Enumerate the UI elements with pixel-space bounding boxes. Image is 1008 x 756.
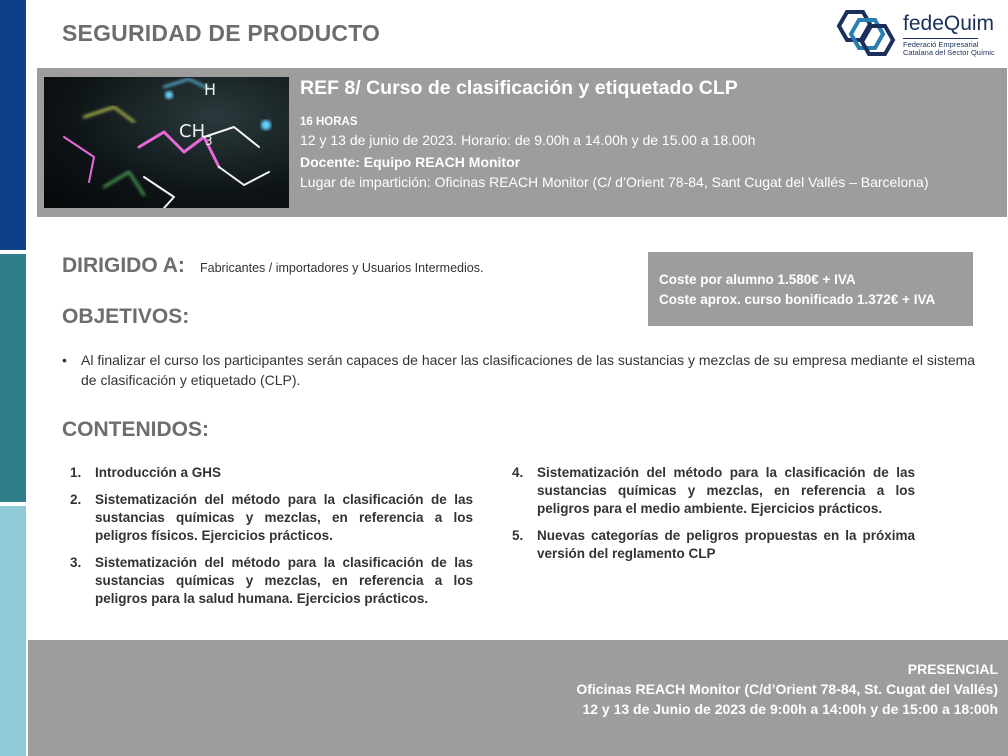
- cost-per-student: Coste por alumno 1.580€ + IVA: [659, 272, 856, 287]
- hexagon-logo-icon: [833, 8, 897, 58]
- course-location: Lugar de impartición: Oficinas REACH Monitor (C/ d’Orient 78-84, Sant Cugat del Vallés – Barcelona): [300, 174, 929, 190]
- page-title: SEGURIDAD DE PRODUCTO: [62, 20, 381, 46]
- chemistry-formulas-photo: [44, 77, 289, 208]
- list-item: [70, 554, 473, 608]
- objetivos-heading: OBJETIVOS:: [62, 305, 190, 328]
- list-item-number: 4.: [512, 465, 524, 480]
- contenidos-heading: CONTENIDOS:: [62, 418, 209, 441]
- objetivos-bullet: [62, 350, 982, 390]
- list-item: [512, 464, 915, 518]
- list-item-number: 5.: [512, 528, 524, 543]
- side-color-bars: [0, 0, 26, 756]
- contenidos-list-right: [512, 464, 915, 572]
- list-item-number: 1.: [70, 465, 82, 480]
- footer-location: Oficinas REACH Monitor (C/d’Orient 78-84, St. Cugat del Vallés): [576, 681, 998, 697]
- chemistry-formulas-drawing: [44, 77, 289, 208]
- formula-text-h: H: [204, 80, 217, 99]
- list-item-text: Nuevas categorías de peligros propuestas en la próxima versión del reglamento CLP: [537, 528, 915, 561]
- logo-name: fedeQuim: [903, 12, 995, 35]
- list-item-text: Introducción a GHS: [95, 465, 222, 480]
- list-item: [512, 527, 915, 563]
- objetivos-text: Al finalizar el curso los participantes serán capaces de hacer las clasificaciones de las sustancias y mezclas de su empresa mediante el sistema de clasificación y etiquetado (CLP).: [81, 352, 976, 388]
- list-item-number: 3.: [70, 555, 82, 570]
- dirigido-heading: DIRIGIDO A:: [62, 254, 185, 277]
- course-hours: 16 HORAS: [300, 116, 358, 128]
- list-item-number: 2.: [70, 492, 82, 507]
- side-bar-dark-blue: [0, 0, 26, 250]
- side-bar-light-teal: [0, 506, 26, 756]
- course-schedule: 12 y 13 de junio de 2023. Horario: de 9.00h a 14.00h y de 15.00 a 18.00h: [300, 132, 756, 148]
- side-bar-teal: [0, 254, 26, 502]
- formula-text-subscript: 3: [205, 134, 213, 148]
- course-teacher: Docente: Equipo REACH Monitor: [300, 154, 521, 170]
- dirigido-text: Fabricantes / importadores y Usuarios Intermedios.: [200, 261, 484, 275]
- list-item-text: Sistematización del método para la clasificación de las sustancias químicas y mezclas, en referencia a los peligros físicos. Ejercicios prácticos.: [95, 492, 473, 543]
- footer-dates: 12 y 13 de Junio de 2023 de 9:00h a 14:00h y de 15:00 a 18:00h: [582, 701, 998, 717]
- cost-box: [648, 252, 973, 326]
- list-item-text: Sistematización del método para la clasificación de las sustancias químicas y mezclas, en referencia a los peligros para el medio ambiente. Ejercicios prácticos.: [537, 465, 915, 516]
- logo-subtitle-line2: Catalana del Sector Químic: [903, 48, 995, 57]
- list-item: [70, 464, 473, 482]
- list-item: [70, 491, 473, 545]
- course-banner: [37, 68, 1007, 217]
- logo-subtitle-line1: Federació Empresarial: [903, 40, 979, 49]
- course-title: REF 8/ Curso de clasificación y etiquetado CLP: [300, 77, 738, 99]
- formula-text-ch: CH: [179, 121, 206, 142]
- cost-bonified: Coste aprox. curso bonificado 1.372€ + IVA: [659, 292, 936, 307]
- list-item-text: Sistematización del método para la clasificación de las sustancias químicas y mezclas, en referencia a los peligros para la salud humana. Ejercicios prácticos.: [95, 555, 473, 606]
- fedequim-logo: [833, 8, 1003, 58]
- bullet-icon: •: [62, 352, 67, 368]
- footer-modality: PRESENCIAL: [907, 661, 998, 677]
- contenidos-list-left: [70, 464, 473, 617]
- footer-panel: [28, 640, 1008, 756]
